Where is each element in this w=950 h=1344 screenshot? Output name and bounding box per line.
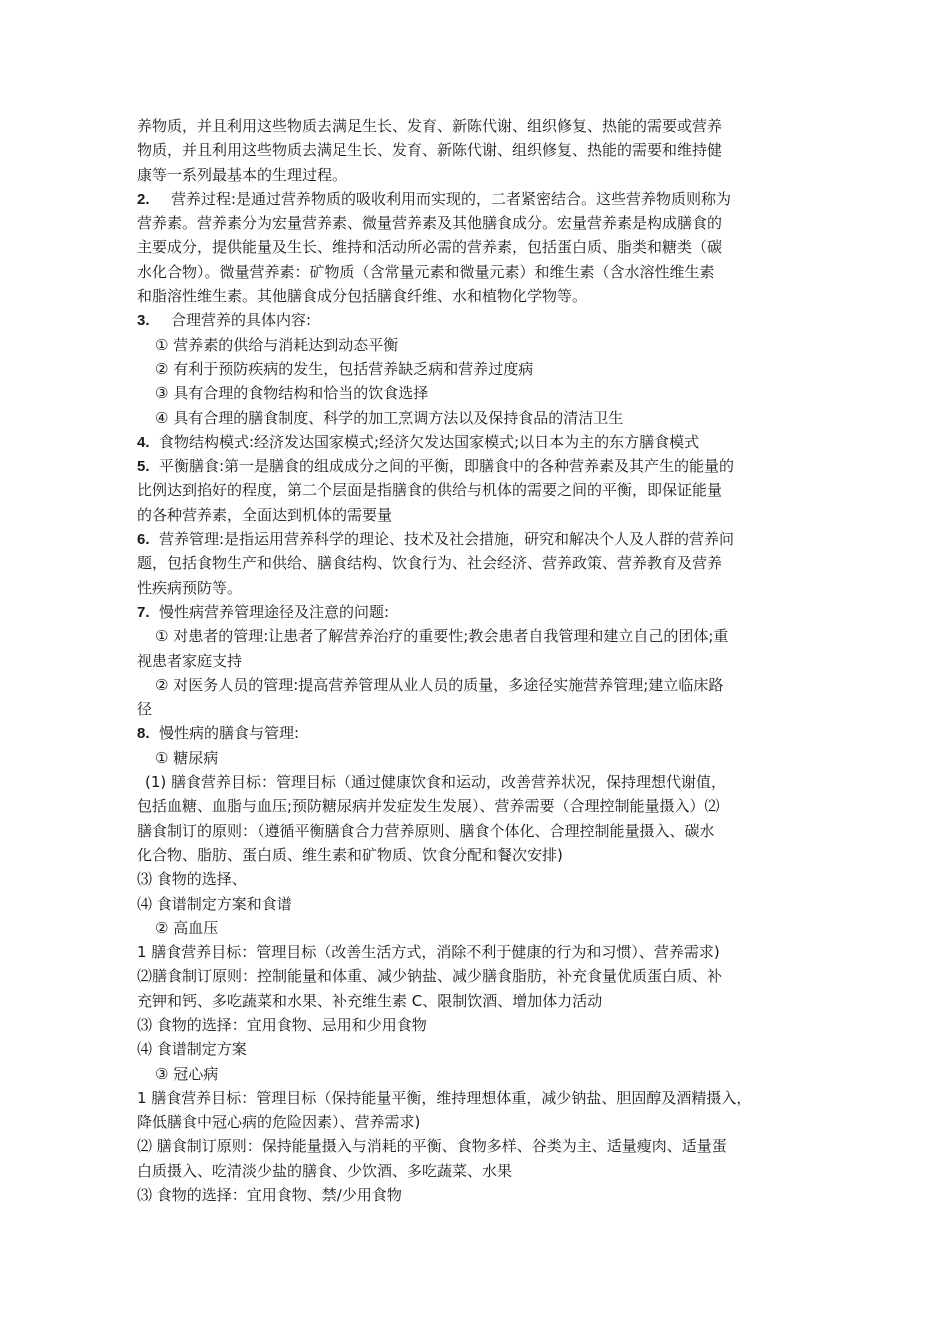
text-line: ⑷ 食谱制定方案和食谱 (137, 894, 292, 913)
text-line: 包括血糖、血脂与血压;预防糖尿病并发症发生发展）、营养需要（合理控制能量摄入）⑵ (137, 797, 720, 816)
item-7-heading (137, 600, 950, 624)
sub-heading-hypertension: ② 高血压 (155, 918, 219, 937)
text-line: (1) 膳食营养目标：管理目标（通过健康饮食和运动，改善营养状况，保持理想代谢值， (145, 773, 727, 792)
text-line: 化合物、脂肪、蛋白质、维生素和矿物质、饮食分配和餐次安排) (137, 845, 563, 864)
sub-item: ② 对医务人员的管理:提高营养管理从业人员的质量，多途径实施营养管理;建立临床路 (155, 675, 724, 694)
item-text: 平衡膳食:第一是膳食的组成成分之间的平衡，即膳食中的各种营养素及其产生的能量的 (159, 457, 735, 476)
item-3-heading (137, 308, 950, 332)
text-line: 和脂溶性维生素。其他膳食成分包括膳食纤维、水和植物化学物等。 (137, 287, 588, 306)
text-line: 白质摄入、吃清淡少盐的膳食、少饮酒、多吃蔬菜、水果 (137, 1161, 513, 1180)
text-line: 1 膳食营养目标：管理目标（保持能量平衡，维持理想体重，减少钠盐、胆固醇及酒精摄入， (137, 1088, 752, 1107)
item-6-heading (137, 527, 950, 551)
item-number: 4. (137, 433, 150, 451)
item-text: 营养管理:是指运用营养科学的理论、技术及社会措施，研究和解决个人及人群的营养问 (159, 530, 735, 549)
text-line: ⑶ 食物的选择：宜用食物、禁/少用食物 (137, 1186, 402, 1205)
text-line: 题，包括食物生产和供给、膳食结构、饮食行为、社会经济、营养政策、营养教育及营养 (137, 554, 723, 573)
text-line: 比例达到掐好的程度，第二个层面是指膳食的供给与机体的需要之间的平衡，即保证能量 (137, 481, 723, 500)
text-line: 养物质，并且利用这些物质去满足生长、发育、新陈代谢、组织修复、热能的需要或营养 (137, 117, 723, 135)
text-line: ⑶ 食物的选择、 (137, 870, 247, 889)
text-line: 性疾病预防等。 (137, 578, 243, 597)
text-line: 膳食制订的原则：（遵循平衡膳食合力营养原则、膳食个体化、合理控制能量摄入、碳水 (137, 821, 715, 840)
text-line: 主要成分，提供能量及生长、维持和活动所必需的营养素，包括蛋白质、脂类和糖类（碳 (137, 238, 723, 257)
sub-item: ① 对患者的管理:让患者了解营养治疗的重要性;教会患者自我管理和建立自己的团体;重 (155, 627, 729, 646)
text-line: 充钾和钙、多吃蔬菜和水果、补充维生素 C、限制饮酒、增加体力活动 (137, 991, 603, 1010)
sub-item: ① 营养素的供给与消耗达到动态平衡 (155, 335, 399, 354)
item-number: 7. (137, 603, 150, 621)
text-line: 降低膳食中冠心病的危险因素）、营养需求) (137, 1113, 421, 1132)
text-line: ⑷ 食谱制定方案 (137, 1040, 247, 1059)
item-5-heading (137, 454, 950, 478)
text-line: ⑶ 食物的选择：宜用食物、忌用和少用食物 (137, 1015, 427, 1034)
item-number: 6. (137, 531, 150, 549)
text-line: 的各种营养素，全面达到机体的需要量 (137, 505, 393, 524)
text-line: 径 (137, 700, 153, 719)
text-line: 康等一系列最基本的生理过程。 (137, 165, 348, 184)
sub-item: ④ 具有合理的膳食制度、科学的加工烹调方法以及保持食品的清洁卫生 (155, 408, 624, 427)
item-number: 5. (137, 458, 150, 476)
item-text: 慢性病的膳食与管理: (159, 724, 300, 743)
item-number: 8. (137, 725, 150, 743)
text-line: ⑵ 膳食制订原则：保持能量摄入与消耗的平衡、食物多样、谷类为主、适量瘦肉、适量蛋 (137, 1137, 727, 1156)
item-text: 营养过程:是通过营养物质的吸收利用而实现的，二者紧密结合。这些营养物质则称为 (171, 189, 732, 208)
text-line: 水化合物）。微量营养素：矿物质（含常量元素和微量元素）和维生素（含水溶性维生素 (137, 262, 715, 281)
item-text: 慢性病营养管理途径及注意的问题: (159, 602, 390, 621)
text-line: 物质，并且利用这些物质去满足生长、发育、新陈代谢、组织修复、热能的需要和维持健 (137, 141, 723, 160)
item-text: 合理营养的具体内容: (171, 311, 312, 330)
item-4-heading (137, 430, 950, 454)
text-line: 视患者家庭支持 (137, 651, 243, 670)
item-8-heading (137, 721, 950, 745)
item-number: 3. (137, 312, 150, 330)
text-line: 营养素。营养素分为宏量营养素、微量营养素及其他膳食成分。宏量营养素是构成膳食的 (137, 214, 723, 233)
item-2-heading (137, 187, 950, 211)
item-number: 2. (137, 190, 150, 208)
sub-item: ③ 具有合理的食物结构和恰当的饮食选择 (155, 384, 429, 403)
sub-heading-coronary: ③ 冠心病 (155, 1064, 219, 1083)
text-line: ⑵膳食制订原则：控制能量和体重、减少钠盐、减少膳食脂肪，补充食量优质蛋白质、补 (137, 967, 723, 986)
sub-item: ② 有利于预防疾病的发生，包括营养缺乏病和营养过度病 (155, 359, 534, 378)
text-line: 1 膳食营养目标：管理目标（改善生活方式，消除不利于健康的行为和习惯）、营养需求) (137, 943, 720, 962)
item-text: 食物结构模式:经济发达国家模式;经济欠发达国家模式;以日本为主的东方膳食模式 (159, 432, 700, 451)
sub-heading-diabetes: ① 糖尿病 (155, 748, 219, 767)
